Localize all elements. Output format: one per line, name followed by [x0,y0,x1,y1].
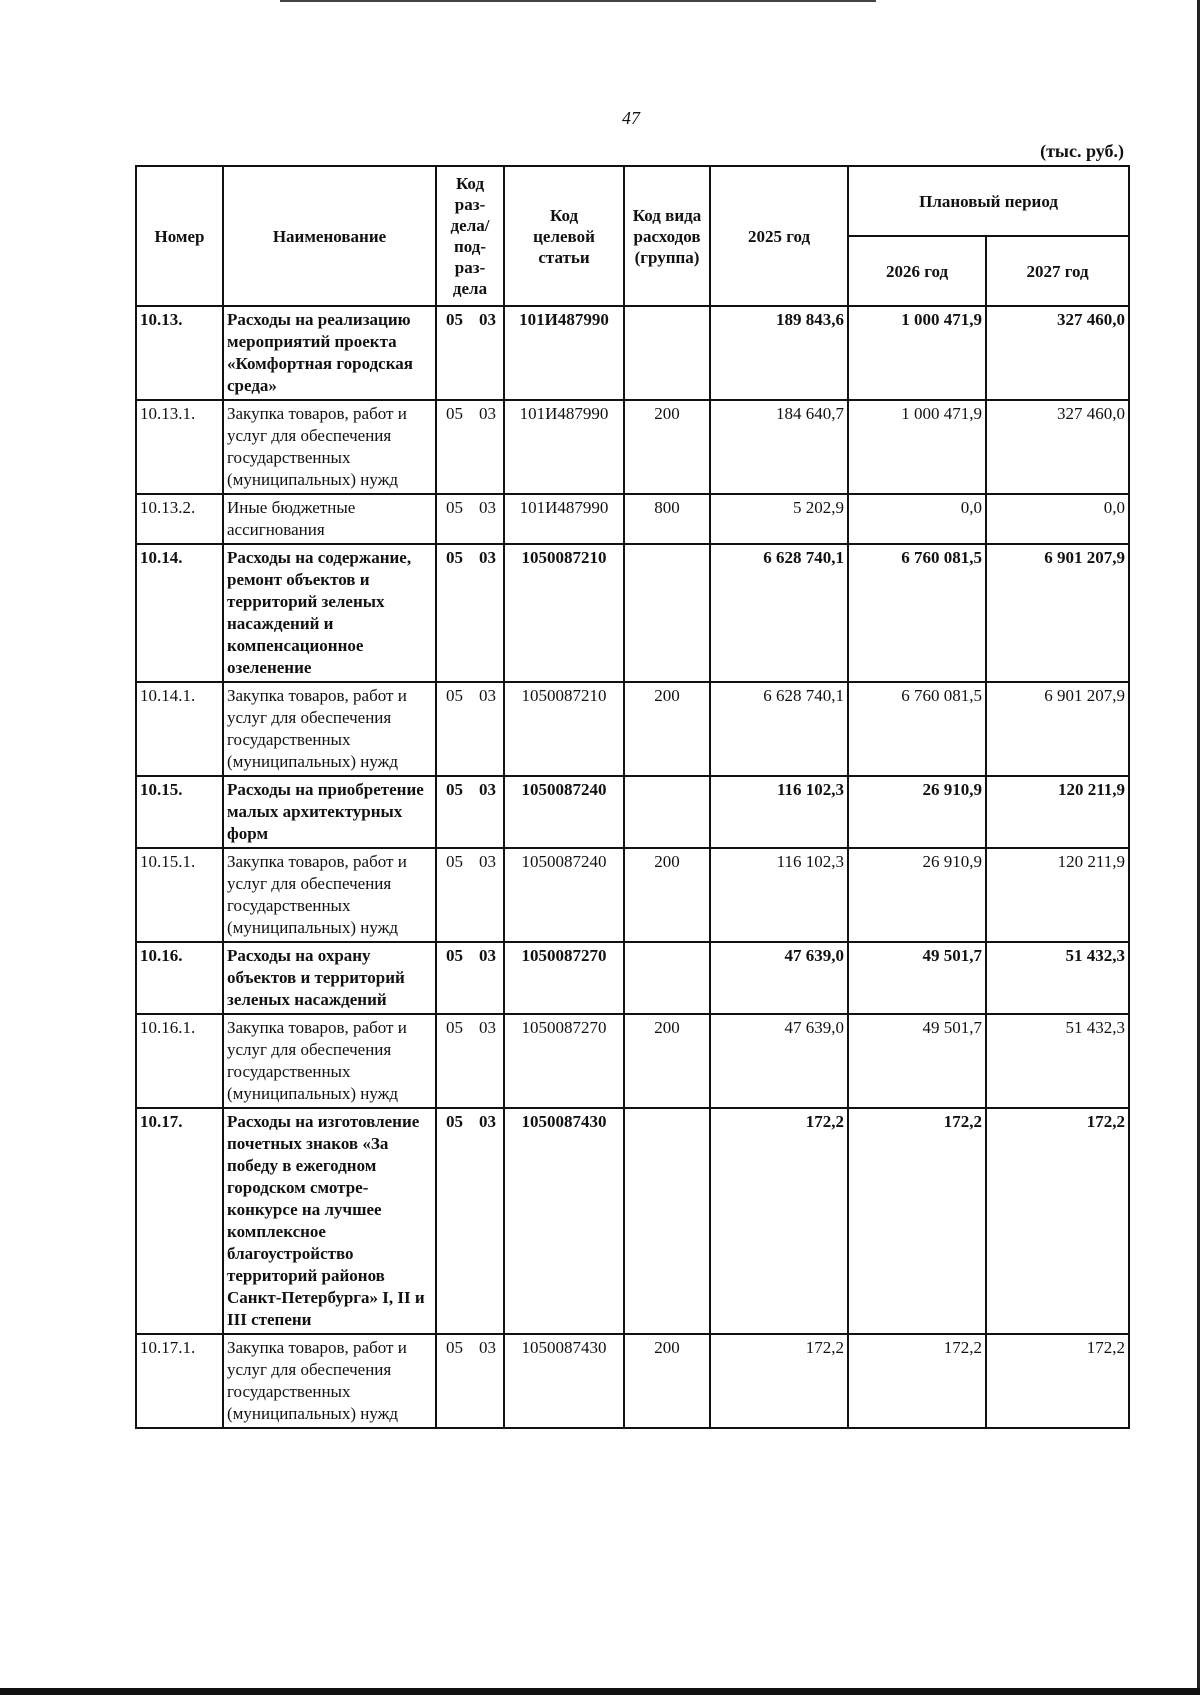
cell-amount-2027: 120 211,9 [986,776,1129,848]
cell-expense-type [624,776,710,848]
header-2025: 2025 год [710,166,848,306]
cell-number: 10.16. [136,942,223,1014]
cell-subsection: 03 [472,400,504,494]
cell-section: 05 [436,494,472,544]
units-label: (тыс. руб.) [1040,141,1124,161]
cell-name: Закупка товаров, работ и услуг для обеспечения государственных (муниципальных) нужд [223,400,436,494]
cell-amount-2025: 189 843,6 [710,306,848,400]
header-expense-type: Код вида расходов (группа) [624,166,710,306]
cell-amount-2027: 6 901 207,9 [986,544,1129,682]
cell-amount-2025: 116 102,3 [710,776,848,848]
cell-amount-2027: 172,2 [986,1334,1129,1428]
cell-name: Закупка товаров, работ и услуг для обеспечения государственных (муниципальных) нужд [223,682,436,776]
cell-expense-type: 200 [624,682,710,776]
cell-section: 05 [436,400,472,494]
cell-amount-2026: 172,2 [848,1334,986,1428]
cell-target-code: 1050087270 [504,1014,624,1108]
cell-subsection: 03 [472,776,504,848]
cell-number: 10.14. [136,544,223,682]
cell-amount-2025: 6 628 740,1 [710,682,848,776]
cell-name: Расходы на приобретение малых архитектурных форм [223,776,436,848]
table-row [136,848,1129,942]
cell-name: Расходы на изготовление почетных знаков «За победу в ежегодном городском смотре-конкурсе на лучшее комплексное благоустройство территорий районов Санкт-Петербурга» I, II и III степени [223,1108,436,1334]
table-row [136,1108,1129,1334]
cell-name: Закупка товаров, работ и услуг для обеспечения государственных (муниципальных) нужд [223,1334,436,1428]
table-row [136,1334,1129,1428]
cell-amount-2027: 51 432,3 [986,1014,1129,1108]
header-target: Код целевой статьи [504,166,624,306]
cell-number: 10.13.1. [136,400,223,494]
cell-amount-2027: 120 211,9 [986,848,1129,942]
cell-expense-type [624,306,710,400]
cell-number: 10.17. [136,1108,223,1334]
cell-amount-2025: 47 639,0 [710,942,848,1014]
cell-amount-2026: 26 910,9 [848,776,986,848]
cell-amount-2026: 26 910,9 [848,848,986,942]
cell-amount-2027: 327 460,0 [986,306,1129,400]
cell-amount-2026: 49 501,7 [848,1014,986,1108]
cell-name: Расходы на охрану объектов и территорий зеленых насаждений [223,942,436,1014]
table-row [136,1014,1129,1108]
cell-section: 05 [436,306,472,400]
cell-number: 10.13.2. [136,494,223,544]
cell-target-code: 1050087240 [504,776,624,848]
cell-number: 10.14.1. [136,682,223,776]
cell-amount-2026: 0,0 [848,494,986,544]
cell-target-code: 1050087210 [504,544,624,682]
cell-subsection: 03 [472,544,504,682]
cell-expense-type [624,1108,710,1334]
cell-subsection: 03 [472,848,504,942]
cell-subsection: 03 [472,682,504,776]
top-rule [280,0,876,2]
cell-amount-2025: 116 102,3 [710,848,848,942]
cell-expense-type: 200 [624,848,710,942]
cell-section: 05 [436,1014,472,1108]
cell-target-code: 101И487990 [504,400,624,494]
scan-edge-bottom [0,1688,1200,1695]
table-row [136,306,1129,400]
cell-section: 05 [436,776,472,848]
cell-expense-type: 200 [624,400,710,494]
table-row [136,400,1129,494]
table-body [136,306,1129,1428]
table-row [136,544,1129,682]
table-row [136,682,1129,776]
cell-number: 10.16.1. [136,1014,223,1108]
budget-table [135,165,1130,1429]
cell-number: 10.13. [136,306,223,400]
cell-amount-2027: 6 901 207,9 [986,682,1129,776]
cell-amount-2027: 51 432,3 [986,942,1129,1014]
cell-target-code: 101И487990 [504,494,624,544]
cell-target-code: 101И487990 [504,306,624,400]
table-row [136,494,1129,544]
table-row [136,776,1129,848]
cell-subsection: 03 [472,494,504,544]
cell-name: Расходы на реализацию мероприятий проекта «Комфортная городская среда» [223,306,436,400]
cell-amount-2025: 5 202,9 [710,494,848,544]
cell-amount-2026: 6 760 081,5 [848,544,986,682]
cell-target-code: 1050087210 [504,682,624,776]
cell-amount-2025: 172,2 [710,1108,848,1334]
cell-amount-2026: 49 501,7 [848,942,986,1014]
cell-section: 05 [436,848,472,942]
cell-expense-type: 800 [624,494,710,544]
cell-name: Расходы на содержание, ремонт объектов и территорий зеленых насаждений и компенсационное озеленение [223,544,436,682]
cell-amount-2025: 184 640,7 [710,400,848,494]
cell-expense-type [624,544,710,682]
header-2027: 2027 год [986,236,1129,306]
cell-number: 10.15.1. [136,848,223,942]
header-planning-period: Плановый период [848,166,1129,236]
cell-amount-2026: 6 760 081,5 [848,682,986,776]
header-section: Код раз-дела/ под-раз-дела [436,166,504,306]
cell-amount-2026: 1 000 471,9 [848,306,986,400]
cell-amount-2025: 172,2 [710,1334,848,1428]
cell-number: 10.17.1. [136,1334,223,1428]
cell-section: 05 [436,682,472,776]
cell-expense-type: 200 [624,1334,710,1428]
cell-expense-type [624,942,710,1014]
cell-section: 05 [436,1108,472,1334]
cell-subsection: 03 [472,942,504,1014]
cell-amount-2025: 47 639,0 [710,1014,848,1108]
cell-subsection: 03 [472,1108,504,1334]
cell-section: 05 [436,544,472,682]
header-name: Наименование [223,166,436,306]
cell-subsection: 03 [472,306,504,400]
cell-amount-2026: 1 000 471,9 [848,400,986,494]
cell-name: Закупка товаров, работ и услуг для обеспечения государственных (муниципальных) нужд [223,848,436,942]
cell-subsection: 03 [472,1014,504,1108]
cell-target-code: 1050087270 [504,942,624,1014]
page-number: 47 [622,108,640,128]
cell-amount-2027: 327 460,0 [986,400,1129,494]
table-row [136,942,1129,1014]
cell-target-code: 1050087430 [504,1334,624,1428]
cell-amount-2027: 172,2 [986,1108,1129,1334]
cell-name: Закупка товаров, работ и услуг для обеспечения государственных (муниципальных) нужд [223,1014,436,1108]
cell-number: 10.15. [136,776,223,848]
cell-expense-type: 200 [624,1014,710,1108]
header-2026: 2026 год [848,236,986,306]
cell-section: 05 [436,1334,472,1428]
cell-target-code: 1050087430 [504,1108,624,1334]
cell-amount-2025: 6 628 740,1 [710,544,848,682]
cell-subsection: 03 [472,1334,504,1428]
cell-target-code: 1050087240 [504,848,624,942]
cell-section: 05 [436,942,472,1014]
cell-name: Иные бюджетные ассигнования [223,494,436,544]
cell-amount-2027: 0,0 [986,494,1129,544]
header-number: Номер [136,166,223,306]
cell-amount-2026: 172,2 [848,1108,986,1334]
